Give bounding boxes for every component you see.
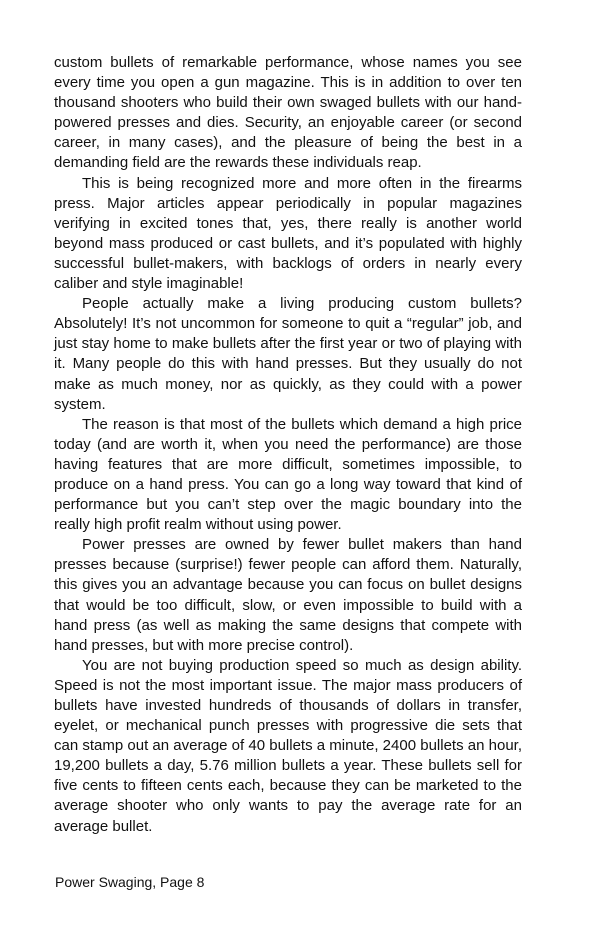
paragraph-continued: custom bullets of remarkable performance, whose names you see every time you open a gun magazine. This is in addition to over ten thousand shooters who build their own swaged bullets with our hand-powered presses and dies. Security, an enjoyable career (or second career, in many cases), and the pleasure of being the best in a demanding field are the rewards these individuals reap. <box>54 54 522 172</box>
paragraph: People actually make a living producing custom bullets? Absolutely! It’s not uncommon for someone to quit a “regular” job, and just stay home to make bullets after the first year or two of playing with it. Many people do this with hand presses. But they usually do not make as much money, nor as quickly, as they could with a power system. <box>54 295 522 413</box>
paragraph: Power presses are owned by fewer bullet makers than hand presses because (surprise!) fewer people can afford them. Naturally, this gives you an advantage because you can focus on bullet designs that would be too difficult, slow, or even impossible to build with a hand press (as well as making the same designs that compete with hand presses, but with more precise control). <box>54 536 522 654</box>
body-text <box>54 53 522 837</box>
paragraph: This is being recognized more and more often in the firearms press. Major articles appear periodically in popular magazines verifying in excited tones that, yes, there really is another world beyond mass produced or cast bullets, and it’s populated with highly successful bullet-makers, with backlogs of orders in nearly every caliber and style imaginable! <box>54 174 522 293</box>
paragraph: You are not buying production speed so much as design ability. Speed is not the most important issue. The major mass producers of bullets have invested hundreds of thousands of dollars in transfer, eyelet, or mechanical punch presses with progressive die sets that can stamp out an average of 40 bullets a minute, 2400 bullets an hour, 19,200 bullets a day, 5.76 million bullets a year. These bullets sell for five cents to fifteen cents each, because they can be marketed to the average shooter who only wants to pay the average rate for an average bullet. <box>54 656 522 835</box>
page-footer: Power Swaging, Page 8 <box>55 874 205 890</box>
paragraph: The reason is that most of the bullets which demand a high price today (and are worth it, when you need the performance) are those having features that are more difficult, sometimes impossible, to produce on a hand press. You can go a long way toward that kind of performance but you can’t step over the magic boundary into the really high profit realm without using power. <box>54 415 522 534</box>
